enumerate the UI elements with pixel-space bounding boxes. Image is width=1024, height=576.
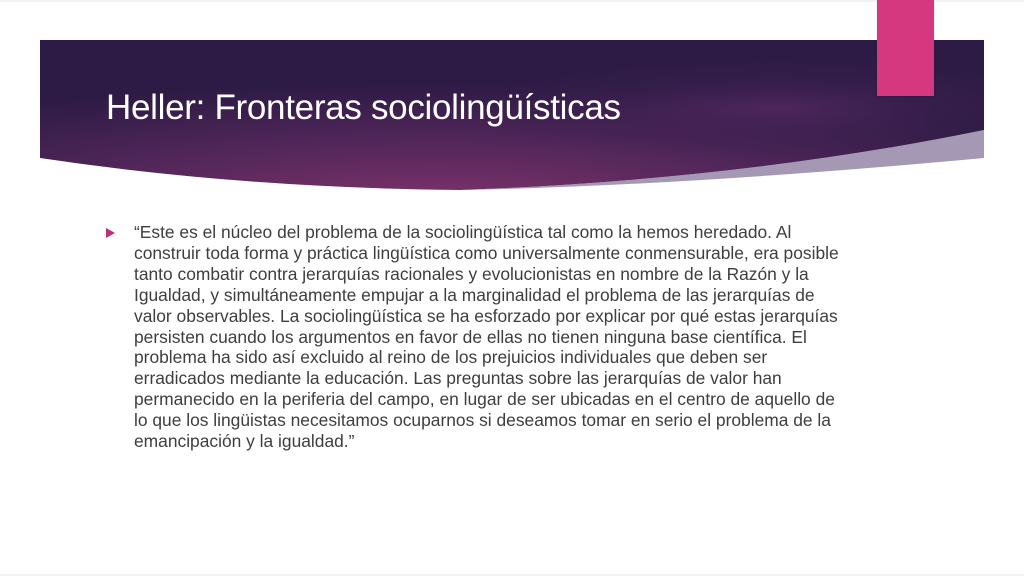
quote-paragraph: “Este es el núcleo del problema de la sociolingüística tal como la hemos heredado. Al construir toda forma y práctica lingüística como universalmente conmensurable, era posible tanto combatir contra jerarquías racionales y evolucionistas en nombre de la Razón y la Igualdad, y simultáneamente empujar a la marginalidad el problema de las jerarquías de valor observables. La sociolingüística se ha esforzado por explicar por qué estas jerarquías persisten cuando los argumentos en favor de ellas no tienen ninguna base científica. El problema ha sido así excluido al reino de los prejuicios individuales que deben ser erradicados mediante la educación. Las preguntas sobre las jerarquías de valor han permanecido en la periferia del campo, en lugar de ser ubicadas en el centro de aquello de lo que los lingüistas necesitamos ocuparnos si deseamos tomar en serio el problema de la emancipación y la igualdad.” [134,222,839,452]
top-border [0,0,1024,2]
accent-tab [877,0,934,96]
triangle-right-bullet-icon [106,228,115,238]
slide-title: Heller: Fronteras sociolingüísticas [106,88,621,127]
content-area [106,222,846,452]
